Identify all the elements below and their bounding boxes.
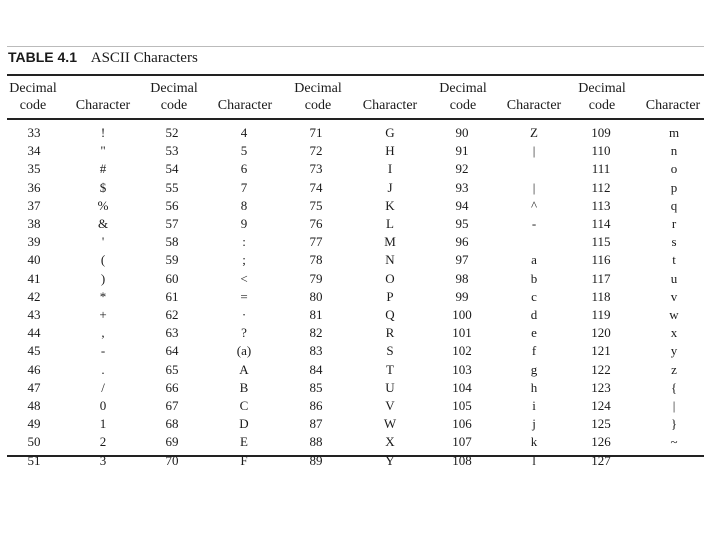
decimal-code-cell: 105 [452, 398, 472, 413]
decimal-code-cell: 94 [455, 197, 469, 213]
decimal-code-cell: 57 [165, 216, 179, 231]
decimal-code-cell: 100 [452, 307, 472, 322]
header-code-line2: code [304, 98, 332, 113]
character-cell: % [97, 197, 109, 213]
character-cell: O [385, 270, 395, 286]
character-cell: Z [530, 125, 538, 140]
decimal-code-cell: 86 [309, 398, 323, 413]
character-cell: < [240, 270, 248, 286]
character-cell: " [100, 143, 106, 159]
decimal-code-cell: 33 [27, 125, 41, 140]
character-cell: ^ [530, 197, 538, 213]
character-cell: j [532, 416, 536, 432]
character-cell: - [531, 216, 537, 231]
decimal-code-cell: 58 [165, 234, 179, 250]
character-cell: : [242, 234, 246, 250]
decimal-code-cell: 82 [309, 325, 323, 341]
character-cell: ( [100, 252, 106, 268]
character-cell: . [101, 361, 105, 377]
character-cell: , [101, 325, 105, 341]
header-decimal-code [146, 80, 202, 114]
header-decimal-line1: Decimal [294, 81, 342, 96]
decimal-code-cell: 84 [309, 361, 323, 377]
decimal-code-cell: 108 [452, 452, 472, 468]
decimal-code-cell: 97 [455, 252, 469, 268]
decimal-code-cell: 127 [591, 452, 611, 468]
decimal-code-cell: 110 [591, 143, 611, 159]
decimal-code-cell: 54 [165, 161, 179, 177]
decimal-code-cell: 66 [165, 379, 179, 395]
decimal-code-cell: 39 [27, 234, 41, 250]
decimal-code-cell: 93 [455, 179, 469, 195]
decimal-code-cell: 35 [27, 161, 41, 177]
decimal-code-cell: 62 [165, 307, 179, 322]
character-cell: z [671, 361, 677, 377]
header-character: Character [75, 98, 131, 113]
decimal-code-cell: 70 [165, 452, 179, 468]
header-code-line2: code [160, 98, 188, 113]
character-cell: W [383, 416, 397, 432]
character-cell: X [385, 434, 395, 450]
character-cell: ; [242, 252, 246, 268]
decimal-code-cell: 123 [591, 379, 611, 395]
header-decimal-code [574, 80, 630, 114]
decimal-code-cell: 126 [591, 434, 611, 450]
character-cell: v [670, 288, 678, 304]
character-cell: d [530, 307, 538, 322]
decimal-code-cell: 69 [165, 434, 179, 450]
decimal-code-cell: 51 [27, 452, 41, 468]
decimal-code-cell: 61 [165, 288, 179, 304]
decimal-code-cell: 124 [591, 398, 611, 413]
decimal-code-cell: 40 [27, 252, 41, 268]
decimal-code-cell: 101 [452, 325, 472, 341]
header-rule [7, 118, 704, 120]
decimal-code-cell: 78 [309, 252, 323, 268]
character-cell: u [670, 270, 678, 286]
table-label: TABLE 4.1 [8, 49, 77, 65]
decimal-code-cell: 72 [309, 143, 323, 159]
character-cell: w [669, 307, 679, 322]
character-cell: S [386, 343, 394, 359]
decimal-code-cell: 71 [309, 125, 323, 140]
character-cell: M [384, 234, 396, 250]
decimal-code-cell: 47 [27, 379, 41, 395]
decimal-code-cell: 50 [27, 434, 41, 450]
faint-top-line [7, 46, 704, 47]
decimal-code-cell: 89 [309, 452, 323, 468]
decimal-code-cell: 91 [455, 143, 469, 159]
character-cell: N [385, 252, 395, 268]
decimal-code-cell: 49 [27, 416, 41, 432]
character-cell: G [385, 125, 395, 140]
header-decimal-line1: Decimal [439, 81, 487, 96]
character-cell: 0 [99, 398, 107, 413]
character-cell: - [100, 343, 106, 359]
character-cell: # [99, 161, 107, 177]
decimal-code-cell: 116 [591, 252, 611, 268]
header-decimal-line1: Decimal [150, 81, 198, 96]
character-cell: T [386, 361, 394, 377]
decimal-code-cell: 98 [455, 270, 469, 286]
character-cell: | [672, 398, 676, 413]
decimal-code-cell: 77 [309, 234, 323, 250]
decimal-code-cell: 64 [165, 343, 179, 359]
character-cell: t [672, 252, 676, 268]
decimal-code-cell: 117 [591, 270, 611, 286]
character-cell: 5 [240, 143, 248, 159]
header-code-line2: code [449, 98, 477, 113]
character-cell: g [530, 361, 538, 377]
header-decimal-line1: Decimal [9, 81, 57, 96]
character-cell: D [239, 416, 249, 432]
character-cell: F [240, 452, 248, 468]
character-cell: s [671, 234, 677, 250]
character-cell: m [668, 125, 680, 140]
header-code-line2: code [19, 98, 47, 113]
header-decimal-code [435, 80, 491, 114]
decimal-code-cell: 74 [309, 179, 323, 195]
character-cell: 1 [99, 416, 107, 432]
header-character: Character [645, 98, 701, 113]
decimal-code-cell: 96 [455, 234, 469, 250]
character-cell: c [531, 288, 537, 304]
character-cell: b [530, 270, 538, 286]
character-cell: J [387, 179, 393, 195]
character-cell: U [385, 379, 395, 395]
character-cell: } [670, 416, 678, 432]
decimal-code-cell: 36 [27, 179, 41, 195]
decimal-code-cell: 73 [309, 161, 323, 177]
decimal-code-cell: 83 [309, 343, 323, 359]
character-cell: · [241, 307, 247, 322]
header-character: Character [506, 98, 562, 113]
decimal-code-cell: 92 [455, 161, 469, 177]
decimal-code-cell: 113 [591, 197, 611, 213]
decimal-code-cell: 122 [591, 361, 611, 377]
decimal-code-cell: 80 [309, 288, 323, 304]
character-cell: E [240, 434, 248, 450]
character-cell: k [530, 434, 538, 450]
decimal-code-cell: 79 [309, 270, 323, 286]
decimal-code-cell: 107 [452, 434, 472, 450]
character-cell: C [239, 398, 249, 413]
character-cell: ! [100, 125, 106, 140]
decimal-code-cell: 55 [165, 179, 179, 195]
character-cell: 7 [240, 179, 248, 195]
decimal-code-cell: 106 [452, 416, 472, 432]
decimal-code-cell: 56 [165, 197, 179, 213]
decimal-code-cell: 76 [309, 216, 323, 231]
character-cell: ' [101, 234, 105, 250]
decimal-code-cell: 112 [591, 179, 611, 195]
decimal-code-cell: 87 [309, 416, 323, 432]
character-cell: 4 [240, 125, 248, 140]
character-cell: 2 [99, 434, 107, 450]
header-decimal-line1: Decimal [578, 81, 626, 96]
header-character: Character [362, 98, 418, 113]
decimal-code-cell: 103 [452, 361, 472, 377]
decimal-code-cell: 43 [27, 307, 41, 322]
decimal-code-cell: 104 [452, 379, 472, 395]
character-cell: | [532, 143, 536, 159]
character-cell: q [670, 197, 678, 213]
top-rule [7, 74, 704, 76]
table-caption [8, 49, 198, 67]
character-cell: p [670, 179, 678, 195]
decimal-code-cell: 75 [309, 197, 323, 213]
character-cell: L [386, 216, 394, 231]
character-cell: = [240, 288, 248, 304]
decimal-code-cell: 99 [455, 288, 469, 304]
decimal-code-cell: 65 [165, 361, 179, 377]
decimal-code-cell: 81 [309, 307, 323, 322]
decimal-code-cell: 111 [591, 161, 611, 177]
decimal-code-cell: 120 [591, 325, 611, 341]
table-title: ASCII Characters [90, 50, 198, 66]
character-cell: $ [99, 179, 107, 195]
character-cell: V [385, 398, 395, 413]
character-cell: i [532, 398, 536, 413]
character-cell: n [670, 143, 678, 159]
character-cell: y [670, 343, 678, 359]
character-cell: o [670, 161, 678, 177]
character-cell: x [670, 325, 678, 341]
character-cell: H [385, 143, 395, 159]
decimal-code-cell: 41 [27, 270, 41, 286]
decimal-code-cell: 118 [591, 288, 611, 304]
character-cell: | [532, 179, 536, 195]
character-cell: * [99, 288, 107, 304]
header-code-line2: code [588, 98, 616, 113]
header-character: Character [217, 98, 273, 113]
decimal-code-cell: 114 [591, 216, 611, 231]
decimal-code-cell: 109 [591, 125, 611, 140]
character-cell: K [385, 197, 395, 213]
character-cell: I [387, 161, 393, 177]
character-cell: Y [385, 452, 395, 468]
character-cell: 9 [240, 216, 248, 231]
decimal-code-cell: 88 [309, 434, 323, 450]
character-cell: / [101, 379, 105, 395]
decimal-code-cell: 63 [165, 325, 179, 341]
decimal-code-cell: 42 [27, 288, 41, 304]
character-cell: e [531, 325, 537, 341]
character-cell: + [99, 307, 107, 322]
decimal-code-cell: 125 [591, 416, 611, 432]
character-cell: (a) [236, 343, 252, 359]
decimal-code-cell: 115 [591, 234, 611, 250]
character-cell: r [671, 216, 677, 231]
header-decimal-code [290, 80, 346, 114]
decimal-code-cell: 60 [165, 270, 179, 286]
decimal-code-cell: 85 [309, 379, 323, 395]
decimal-code-cell: 45 [27, 343, 41, 359]
character-cell: { [670, 379, 678, 395]
character-cell: f [531, 343, 537, 359]
decimal-code-cell: 67 [165, 398, 179, 413]
character-cell: ) [100, 270, 106, 286]
character-cell: 3 [99, 452, 107, 468]
character-cell: ? [241, 325, 247, 341]
character-cell: l [532, 452, 536, 468]
character-cell: h [530, 379, 538, 395]
character-cell: 8 [240, 197, 248, 213]
character-cell: P [386, 288, 394, 304]
character-cell: ~ [670, 434, 678, 450]
decimal-code-cell: 34 [27, 143, 41, 159]
character-cell: R [385, 325, 395, 341]
character-cell: a [531, 252, 537, 268]
character-cell: 6 [240, 161, 248, 177]
character-cell: B [239, 379, 249, 395]
decimal-code-cell: 48 [27, 398, 41, 413]
decimal-code-cell: 44 [27, 325, 41, 341]
decimal-code-cell: 95 [455, 216, 469, 231]
decimal-code-cell: 53 [165, 143, 179, 159]
character-cell: Q [385, 307, 395, 322]
character-cell: & [97, 216, 109, 231]
character-cell: A [239, 361, 249, 377]
decimal-code-cell: 119 [591, 307, 611, 322]
decimal-code-cell: 46 [27, 361, 41, 377]
decimal-code-cell: 102 [452, 343, 472, 359]
decimal-code-cell: 59 [165, 252, 179, 268]
decimal-code-cell: 68 [165, 416, 179, 432]
decimal-code-cell: 38 [27, 216, 41, 231]
decimal-code-cell: 52 [165, 125, 179, 140]
decimal-code-cell: 90 [455, 125, 469, 140]
decimal-code-cell: 37 [27, 197, 41, 213]
decimal-code-cell: 121 [591, 343, 611, 359]
header-decimal-code [8, 80, 58, 114]
